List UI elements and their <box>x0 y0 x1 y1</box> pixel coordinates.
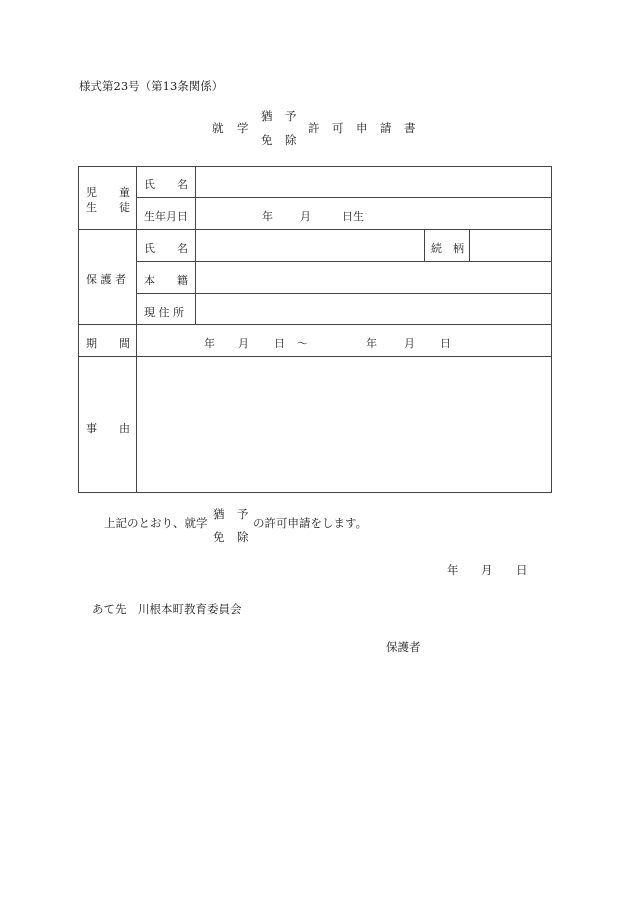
student-heading: 生 徒 <box>86 201 130 214</box>
dob-year-label: 年 <box>262 210 273 223</box>
title-char: 申 <box>356 121 368 135</box>
title-char: 書 <box>404 121 416 135</box>
reason-heading: 事 由 <box>86 422 130 435</box>
application-form-table <box>78 166 552 493</box>
dob-day-label: 日生 <box>342 210 364 223</box>
table-rule <box>469 229 470 261</box>
period-to-year: 年 <box>366 337 377 350</box>
application-date-year: 年 <box>447 563 459 577</box>
student-heading: 児 童 <box>86 186 130 199</box>
guardian-signature-label: 保護者 <box>386 640 421 654</box>
statement-prefix: 上記のとおり、就学 <box>104 516 208 530</box>
table-rule <box>136 197 552 198</box>
title-option-char: 予 <box>285 109 297 123</box>
statement-option-char: 除 <box>237 530 249 544</box>
statement-option-char: 猶 <box>213 507 225 521</box>
period-from-year: 年 <box>204 337 215 350</box>
title-option-char: 猶 <box>261 109 273 123</box>
dob-month-label: 月 <box>300 210 311 223</box>
table-rule <box>136 261 552 262</box>
application-date-day: 日 <box>516 563 528 577</box>
document-title <box>212 110 432 150</box>
table-border <box>78 166 79 493</box>
table-rule <box>195 166 196 324</box>
period-from-month: 月 <box>238 337 249 350</box>
period-tilde: 〜 <box>297 337 308 350</box>
table-rule <box>136 166 137 493</box>
title-char: 就 <box>212 121 224 135</box>
table-border <box>551 166 552 493</box>
title-option-char: 除 <box>285 133 297 147</box>
guardian-heading: 保 護 者 <box>86 273 126 286</box>
relationship-label: 続 柄 <box>431 242 464 255</box>
student-dob-label: 生年月日 <box>144 210 188 223</box>
table-border <box>78 492 552 493</box>
table-rule <box>78 324 552 325</box>
period-to-day: 日 <box>440 337 451 350</box>
table-rule <box>78 229 552 230</box>
title-char: 可 <box>332 121 344 135</box>
table-rule <box>78 356 552 357</box>
title-char: 許 <box>308 121 320 135</box>
table-rule <box>136 293 552 294</box>
statement-option-char: 予 <box>237 507 249 521</box>
guardian-name-label: 氏 名 <box>144 242 188 255</box>
period-heading: 期 間 <box>86 337 130 350</box>
application-date-month: 月 <box>481 563 493 577</box>
period-to-month: 月 <box>404 337 415 350</box>
form-number: 様式第23号（第13条関係） <box>79 79 224 93</box>
title-char: 学 <box>237 121 249 135</box>
table-rule <box>424 229 425 261</box>
title-char: 請 <box>380 121 392 135</box>
statement-option-char: 免 <box>213 530 225 544</box>
address-label: 現 住 所 <box>144 306 184 319</box>
domicile-label: 本 籍 <box>144 274 188 287</box>
addressee: あて先 川根本町教育委員会 <box>92 602 242 616</box>
table-border <box>78 166 552 167</box>
student-name-label: 氏 名 <box>144 178 188 191</box>
period-from-day: 日 <box>274 337 285 350</box>
statement-suffix: の許可申請をします。 <box>253 516 368 530</box>
title-option-char: 免 <box>261 133 273 147</box>
